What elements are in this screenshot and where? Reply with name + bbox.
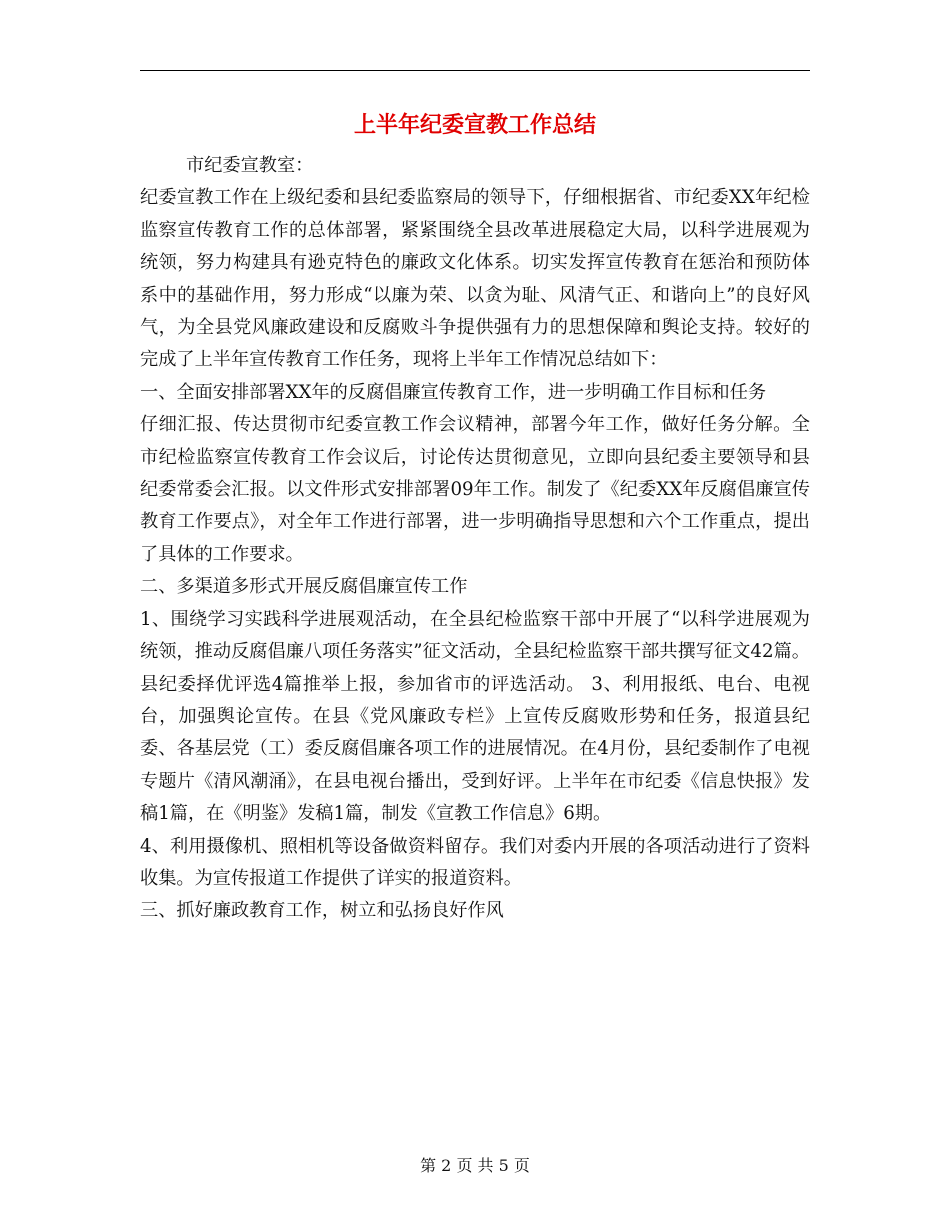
- section-heading-1: 一、全面安排部署XX年的反腐倡廉宣传教育工作，进一步明确工作目标和任务: [140, 381, 767, 403]
- page-number: 第 2 页 共 5 页: [420, 1156, 530, 1175]
- salutation: 市纪委宣教室：: [186, 155, 314, 176]
- paragraph-intro: 纪委宣教工作在上级纪委和县纪委监察局的领导下，仔细根据省、市纪委XX年纪检监察宣传教育工作的总体部署，紧紧围绕全县改革进展稳定大局，以科学进展观为统领，努力构建具有逊克特色的廉政文化体系。切实发挥宣传教育在惩治和预防体系中的基础作用，努力形成“以廉为荣、以贪为耻、风清气正、和谐向上”的良好风气，为全县党风廉政建设和反腐败斗争提供强有力的思想保障和舆论支持。较好的完成了上半年宣传教育工作任务，现将上半年工作情况总结如下：: [140, 187, 810, 371]
- document-body: [140, 150, 810, 928]
- section-heading-3: 三、抓好廉政教育工作，树立和弘扬良好作风: [140, 900, 504, 922]
- section-heading-2: 二、多渠道多形式开展反腐倡廉宣传工作: [140, 576, 468, 598]
- paragraph-section-1: 仔细汇报、传达贯彻市纪委宣教工作会议精神，部署今年工作，做好任务分解。全市纪检监察宣传教育工作会议后，讨论传达贯彻意见，立即向县纪委主要领导和县纪委常委会汇报。以文件形式安排部署09年工作。制发了《纪委XX年反腐倡廉宣传教育工作要点》，对全年工作进行部署，进一步明确指导思想和六个工作重点，提出了具体的工作要求。: [140, 414, 810, 565]
- document-title: 上半年纪委宣教工作总结: [353, 113, 596, 138]
- header-rule: [140, 70, 810, 71]
- paragraph-section-2-item-1: 1、围绕学习实践科学进展观活动，在全县纪检监察干部中开展了“以科学进展观为统领，推动反腐倡廉八项任务落实”征文活动，全县纪检监察干部共撰写征文42篇。县纪委择优评选4篇推举上报，参加省市的评选活动。 3、利用报纸、电台、电视台，加强舆论宣传。在县《党风廉政专栏》上宣传反腐败形势和任务，报道县纪委、各基层党（工）委反腐倡廉各项工作的进展情况。在4月份，县纪委制作了电视专题片《清风潮涌》，在县电视台播出，受到好评。上半年在市纪委《信息快报》发稿1篇，在《明鉴》发稿1篇，制发《宣教工作信息》6期。: [140, 608, 810, 825]
- paragraph-section-2-item-4: 4、利用摄像机、照相机等设备做资料留存。我们对委内开展的各项活动进行了资料收集。为宣传报道工作提供了详实的报道资料。: [140, 835, 810, 889]
